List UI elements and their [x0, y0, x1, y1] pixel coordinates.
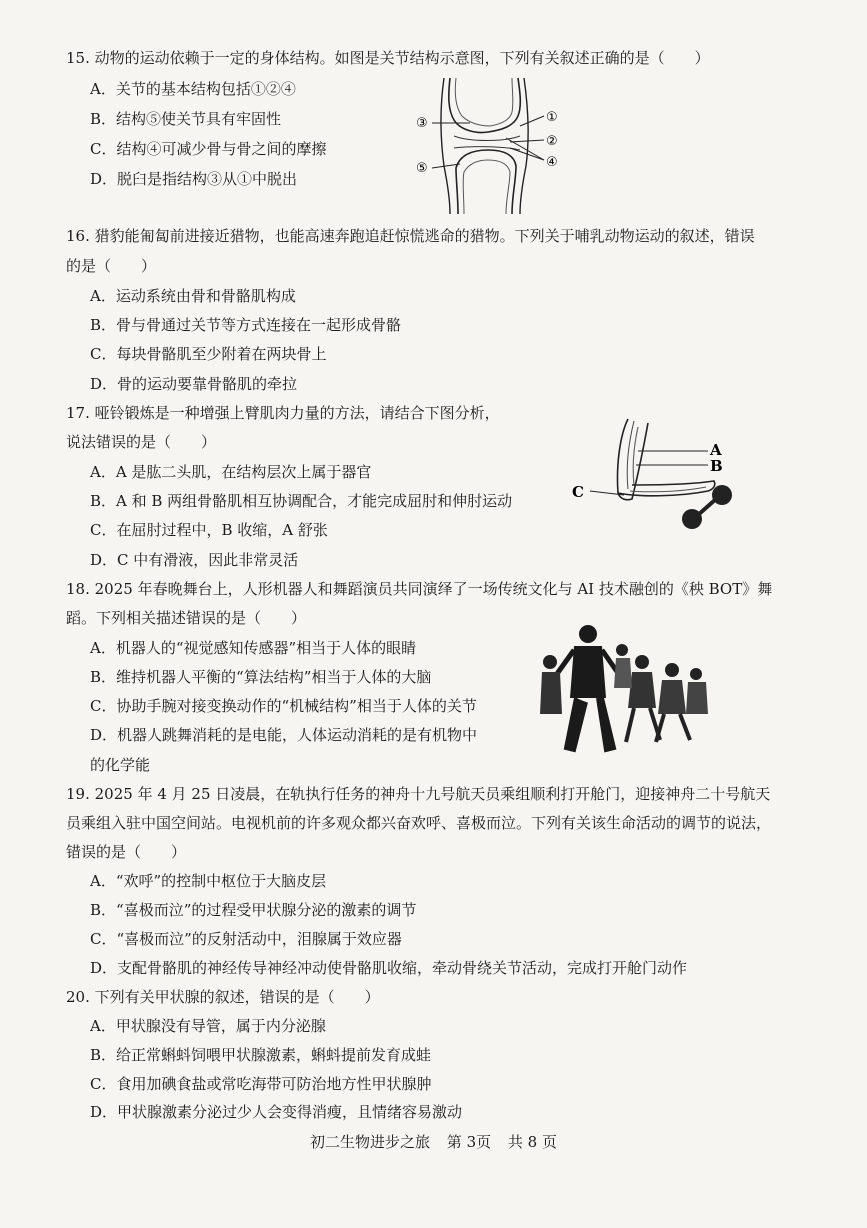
q19-option-b[interactable]: B．“喜极而泣”的过程受甲状腺分泌的激素的调节 — [90, 901, 417, 919]
footer-page-number: 第 3页 — [446, 1133, 492, 1151]
q16-option-a[interactable]: A．运动系统由骨和骨骼肌构成 — [90, 287, 296, 305]
q16-option-c[interactable]: C．每块骨骼肌至少附着在两块骨上 — [90, 345, 327, 363]
q19-option-d[interactable]: D．支配骨骼肌的神经传导神经冲动使骨骼肌收缩，牵动骨绕关节活动，完成打开舱门动作 — [90, 959, 688, 977]
q17-option-b[interactable]: B．A 和 B 两组骨骼肌相互协调配合，才能完成屈肘和伸肘运动 — [90, 492, 513, 510]
q20-stem: 20. 下列有关甲状腺的叙述，错误的是（ ） — [66, 988, 380, 1006]
q15-stem: 15. 动物的运动依赖于一定的身体结构。如图是关节结构示意图，下列有关叙述正确的是（ ） — [66, 49, 710, 67]
q18-option-d[interactable]: D．机器人跳舞消耗的是电能，人体运动消耗的是有机物中 — [90, 726, 478, 744]
q20-option-a[interactable]: A．甲状腺没有导管，属于内分泌腺 — [90, 1017, 326, 1035]
joint-diagram — [410, 76, 570, 216]
joint-label-4: ④ — [546, 155, 558, 170]
q16-stem-line2: 的是（ ） — [66, 257, 157, 275]
q18-option-d-continued: 的化学能 — [90, 756, 151, 774]
q20-option-c[interactable]: C．食用加碘食盐或常吃海带可防治地方性甲状腺肿 — [90, 1075, 432, 1093]
q20-option-d[interactable]: D．甲状腺激素分泌过少人会变得消瘦，且情绪容易激动 — [90, 1103, 463, 1121]
q18-stem-line2: 蹈。下列相关描述错误的是（ ） — [66, 609, 307, 627]
footer-total-pages: 共 8 页 — [507, 1133, 557, 1151]
q20-option-b[interactable]: B．给正常蝌蚪饲喂甲状腺激素，蝌蚪提前发育成蛙 — [90, 1046, 432, 1064]
q15-option-d[interactable]: D．脱臼是指结构③从①中脱出 — [90, 170, 298, 188]
q17-option-c[interactable]: C．在屈肘过程中，B 收缩，A 舒张 — [90, 521, 328, 539]
q18-option-c[interactable]: C．协助手腕对接变换动作的“机械结构”相当于人体的关节 — [90, 697, 477, 715]
q18-option-a[interactable]: A．机器人的“视觉感知传感器”相当于人体的眼睛 — [90, 639, 417, 657]
arm-label-a: A — [710, 441, 722, 459]
joint-label-3: ③ — [416, 116, 428, 131]
q15-option-a[interactable]: A．关节的基本结构包括①②④ — [90, 80, 296, 98]
q16-option-b[interactable]: B．骨与骨通过关节等方式连接在一起形成骨骼 — [90, 316, 402, 334]
q19-stem-line3: 错误的是（ ） — [66, 843, 187, 861]
arm-label-c: C — [572, 483, 584, 501]
joint-label-2: ② — [546, 134, 558, 149]
footer-title: 初二生物进步之旅 — [310, 1133, 431, 1151]
q16-option-d[interactable]: D．骨的运动要靠骨骼肌的牵拉 — [90, 375, 298, 393]
joint-label-5: ⑤ — [416, 161, 428, 176]
q17-stem-line2: 说法错误的是（ ） — [66, 433, 217, 451]
q19-option-a[interactable]: A．“欢呼”的控制中枢位于大脑皮层 — [90, 872, 327, 890]
q17-option-d[interactable]: D．C 中有滑液，因此非常灵活 — [90, 551, 299, 569]
page-footer — [0, 1131, 867, 1152]
q19-stem-line2: 员乘组入驻中国空间站。电视机前的许多观众都兴奋欢呼、喜极而泣。下列有关该生命活动的调节的说法， — [66, 814, 772, 832]
q15-option-c[interactable]: C．结构④可减少骨与骨之间的摩擦 — [90, 140, 327, 158]
arm-label-b: B — [710, 457, 723, 475]
robot-dance-photo — [536, 618, 714, 760]
q19-stem-line1: 19. 2025 年 4 月 25 日凌晨，在轨执行任务的神舟十九号航天员乘组顺利打开舱门，迎接神舟二十号航天 — [66, 785, 771, 803]
q19-option-c[interactable]: C．“喜极而泣”的反射活动中，泪腺属于效应器 — [90, 930, 402, 948]
q17-stem-line1: 17. 哑铃锻炼是一种增强上臂肌肉力量的方法，请结合下图分析， — [66, 404, 500, 422]
joint-label-1: ① — [546, 110, 558, 125]
q15-option-b[interactable]: B．结构⑤使关节具有牢固性 — [90, 110, 282, 128]
arm-dumbbell-diagram — [568, 415, 748, 537]
q18-option-b[interactable]: B．维持机器人平衡的“算法结构”相当于人体的大脑 — [90, 668, 432, 686]
q18-stem-line1: 18. 2025 年春晚舞台上，人形机器人和舞蹈演员共同演绎了一场传统文化与 AI 技术融创的《秧 BOT》舞 — [66, 580, 773, 598]
q16-stem-line1: 16. 猎豹能匍匐前进接近猎物，也能高速奔跑追赶惊慌逃命的猎物。下列关于哺乳动物运动的叙述，错误 — [66, 227, 755, 245]
q17-option-a[interactable]: A．A 是肱二头肌，在结构层次上属于器官 — [90, 463, 372, 481]
